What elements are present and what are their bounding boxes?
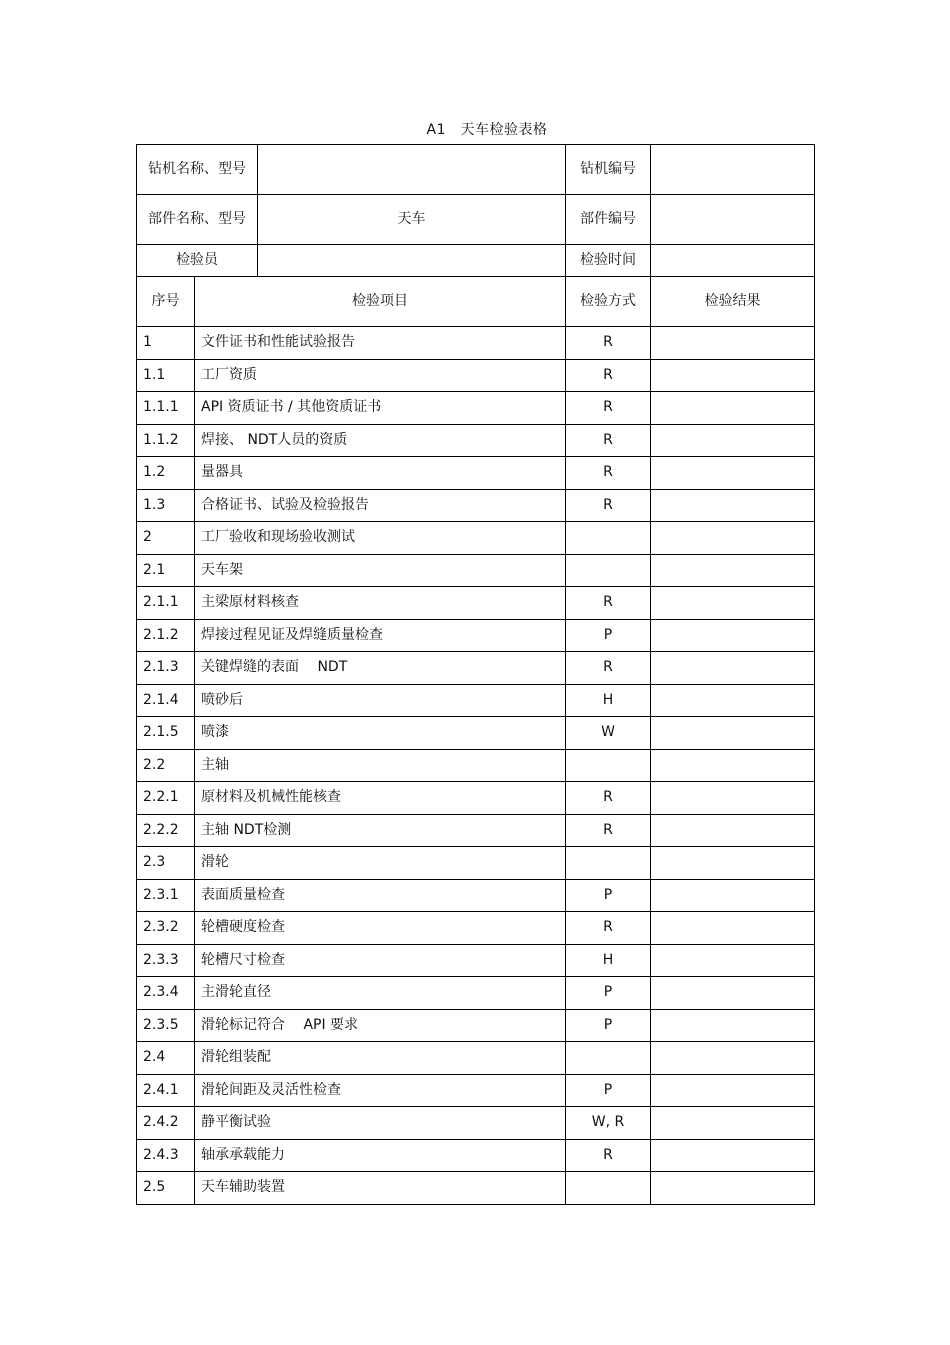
row-method: R bbox=[566, 782, 651, 815]
row-result[interactable] bbox=[651, 847, 815, 880]
row-method: R bbox=[566, 1139, 651, 1172]
row-item: 焊接、 NDT人员的资质 bbox=[195, 424, 566, 457]
row-item: 主梁原材料核查 bbox=[195, 587, 566, 620]
row-no: 2.3.1 bbox=[137, 879, 195, 912]
inspect-time-label: 检验时间 bbox=[566, 245, 651, 277]
row-result[interactable] bbox=[651, 652, 815, 685]
row-result[interactable] bbox=[651, 814, 815, 847]
row-item: 原材料及机械性能核查 bbox=[195, 782, 566, 815]
row-no: 2.2 bbox=[137, 749, 195, 782]
row-item: 滑轮组装配 bbox=[195, 1042, 566, 1075]
inspector-label: 检验员 bbox=[137, 245, 258, 277]
row-no: 2.3.3 bbox=[137, 944, 195, 977]
row-item: API 资质证书 / 其他资质证书 bbox=[195, 392, 566, 425]
row-item: 合格证书、试验及检验报告 bbox=[195, 489, 566, 522]
row-method: P bbox=[566, 1074, 651, 1107]
row-no: 2.1.2 bbox=[137, 619, 195, 652]
row-no: 1.1.2 bbox=[137, 424, 195, 457]
row-item: 工厂资质 bbox=[195, 359, 566, 392]
table-row bbox=[137, 944, 815, 977]
form-title: A1 天车检验表格 bbox=[426, 122, 548, 138]
table-row bbox=[137, 782, 815, 815]
row-item: 主滑轮直径 bbox=[195, 977, 566, 1010]
row-item: 关键焊缝的表面 NDT bbox=[195, 652, 566, 685]
row-no: 2.1.5 bbox=[137, 717, 195, 750]
rig-name-row bbox=[137, 145, 815, 195]
row-result[interactable] bbox=[651, 1042, 815, 1075]
row-item: 量器具 bbox=[195, 457, 566, 490]
table-row bbox=[137, 619, 815, 652]
row-method bbox=[566, 1042, 651, 1075]
table-row bbox=[137, 489, 815, 522]
row-result[interactable] bbox=[651, 587, 815, 620]
row-method: H bbox=[566, 684, 651, 717]
row-result[interactable] bbox=[651, 522, 815, 555]
row-method: R bbox=[566, 912, 651, 945]
table-row bbox=[137, 1107, 815, 1140]
table-row bbox=[137, 684, 815, 717]
row-method bbox=[566, 1172, 651, 1205]
row-item: 轮槽尺寸检查 bbox=[195, 944, 566, 977]
table-row bbox=[137, 554, 815, 587]
row-item: 焊接过程见证及焊缝质量检查 bbox=[195, 619, 566, 652]
table-row bbox=[137, 879, 815, 912]
row-no: 2 bbox=[137, 522, 195, 555]
table-row bbox=[137, 652, 815, 685]
row-result[interactable] bbox=[651, 457, 815, 490]
table-row bbox=[137, 1172, 815, 1205]
row-result[interactable] bbox=[651, 944, 815, 977]
row-no: 2.3.5 bbox=[137, 1009, 195, 1042]
part-name-value[interactable]: 天车 bbox=[258, 195, 566, 245]
row-item: 表面质量检查 bbox=[195, 879, 566, 912]
inspector-row bbox=[137, 245, 815, 277]
row-no: 2.4.2 bbox=[137, 1107, 195, 1140]
row-item: 主轴 bbox=[195, 749, 566, 782]
inspection-table-body bbox=[137, 145, 815, 1205]
row-method: R bbox=[566, 424, 651, 457]
table-row bbox=[137, 424, 815, 457]
table-row bbox=[137, 1042, 815, 1075]
row-item: 滑轮 bbox=[195, 847, 566, 880]
row-result[interactable] bbox=[651, 717, 815, 750]
row-no: 2.4.3 bbox=[137, 1139, 195, 1172]
rig-no-value[interactable] bbox=[651, 145, 815, 195]
table-row bbox=[137, 522, 815, 555]
row-no: 2.3.2 bbox=[137, 912, 195, 945]
row-method bbox=[566, 522, 651, 555]
row-method bbox=[566, 554, 651, 587]
table-row bbox=[137, 977, 815, 1010]
row-item: 文件证书和性能试验报告 bbox=[195, 327, 566, 360]
table-row bbox=[137, 1009, 815, 1042]
row-item: 滑轮间距及灵活性检查 bbox=[195, 1074, 566, 1107]
row-item: 轴承承载能力 bbox=[195, 1139, 566, 1172]
row-method: R bbox=[566, 359, 651, 392]
column-header-result: 检验结果 bbox=[651, 277, 815, 327]
row-method bbox=[566, 749, 651, 782]
table-row bbox=[137, 359, 815, 392]
inspection-table bbox=[136, 144, 815, 1205]
row-result[interactable] bbox=[651, 879, 815, 912]
table-row bbox=[137, 717, 815, 750]
row-result[interactable] bbox=[651, 912, 815, 945]
row-result[interactable] bbox=[651, 1139, 815, 1172]
row-result[interactable] bbox=[651, 359, 815, 392]
row-no: 2.1.3 bbox=[137, 652, 195, 685]
row-result[interactable] bbox=[651, 424, 815, 457]
row-method: R bbox=[566, 587, 651, 620]
table-row bbox=[137, 1074, 815, 1107]
row-no: 2.1.4 bbox=[137, 684, 195, 717]
row-item: 静平衡试验 bbox=[195, 1107, 566, 1140]
table-row bbox=[137, 587, 815, 620]
row-no: 1 bbox=[137, 327, 195, 360]
row-item: 喷漆 bbox=[195, 717, 566, 750]
row-no: 1.3 bbox=[137, 489, 195, 522]
row-result[interactable] bbox=[651, 619, 815, 652]
row-item: 喷砂后 bbox=[195, 684, 566, 717]
row-result[interactable] bbox=[651, 1009, 815, 1042]
row-result[interactable] bbox=[651, 1074, 815, 1107]
row-method: W, R bbox=[566, 1107, 651, 1140]
row-result[interactable] bbox=[651, 782, 815, 815]
row-result[interactable] bbox=[651, 977, 815, 1010]
row-method bbox=[566, 847, 651, 880]
row-method: R bbox=[566, 457, 651, 490]
row-no: 2.4.1 bbox=[137, 1074, 195, 1107]
row-no: 1.1 bbox=[137, 359, 195, 392]
row-method: R bbox=[566, 327, 651, 360]
table-row bbox=[137, 749, 815, 782]
row-no: 2.2.2 bbox=[137, 814, 195, 847]
row-method: R bbox=[566, 814, 651, 847]
row-result[interactable] bbox=[651, 327, 815, 360]
inspect-time-value[interactable] bbox=[651, 245, 815, 277]
part-no-label: 部件编号 bbox=[566, 195, 651, 245]
row-method: P bbox=[566, 619, 651, 652]
part-no-value[interactable] bbox=[651, 195, 815, 245]
row-no: 2.1 bbox=[137, 554, 195, 587]
row-method: R bbox=[566, 489, 651, 522]
row-method: P bbox=[566, 879, 651, 912]
table-row bbox=[137, 912, 815, 945]
row-item: 主轴 NDT检测 bbox=[195, 814, 566, 847]
rig-name-value[interactable] bbox=[258, 145, 566, 195]
table-row bbox=[137, 814, 815, 847]
row-item: 天车架 bbox=[195, 554, 566, 587]
column-header-method: 检验方式 bbox=[566, 277, 651, 327]
row-no: 1.1.1 bbox=[137, 392, 195, 425]
row-result[interactable] bbox=[651, 489, 815, 522]
table-row bbox=[137, 392, 815, 425]
row-no: 2.3.4 bbox=[137, 977, 195, 1010]
table-row bbox=[137, 327, 815, 360]
row-result[interactable] bbox=[651, 392, 815, 425]
row-method: W bbox=[566, 717, 651, 750]
column-header-no: 序号 bbox=[137, 277, 195, 327]
inspector-value[interactable] bbox=[258, 245, 566, 277]
part-name-label: 部件名称、型号 bbox=[137, 195, 258, 245]
row-result[interactable] bbox=[651, 1172, 815, 1205]
rig-name-label: 钻机名称、型号 bbox=[137, 145, 258, 195]
row-method: P bbox=[566, 977, 651, 1010]
row-no: 2.1.1 bbox=[137, 587, 195, 620]
row-no: 1.2 bbox=[137, 457, 195, 490]
table-row bbox=[137, 1139, 815, 1172]
column-header-item: 检验项目 bbox=[195, 277, 566, 327]
row-no: 2.3 bbox=[137, 847, 195, 880]
row-method: R bbox=[566, 392, 651, 425]
row-method: R bbox=[566, 652, 651, 685]
row-no: 2.5 bbox=[137, 1172, 195, 1205]
row-method: P bbox=[566, 1009, 651, 1042]
table-row bbox=[137, 847, 815, 880]
row-result[interactable] bbox=[651, 749, 815, 782]
row-method: H bbox=[566, 944, 651, 977]
row-item: 天车辅助装置 bbox=[195, 1172, 566, 1205]
row-item: 滑轮标记符合 API 要求 bbox=[195, 1009, 566, 1042]
row-no: 2.4 bbox=[137, 1042, 195, 1075]
row-no: 2.2.1 bbox=[137, 782, 195, 815]
row-result[interactable] bbox=[651, 554, 815, 587]
row-result[interactable] bbox=[651, 1107, 815, 1140]
table-row bbox=[137, 457, 815, 490]
row-item: 工厂验收和现场验收测试 bbox=[195, 522, 566, 555]
rig-no-label: 钻机编号 bbox=[566, 145, 651, 195]
part-name-row bbox=[137, 195, 815, 245]
row-result[interactable] bbox=[651, 684, 815, 717]
column-header-row bbox=[137, 277, 815, 327]
row-item: 轮槽硬度检查 bbox=[195, 912, 566, 945]
